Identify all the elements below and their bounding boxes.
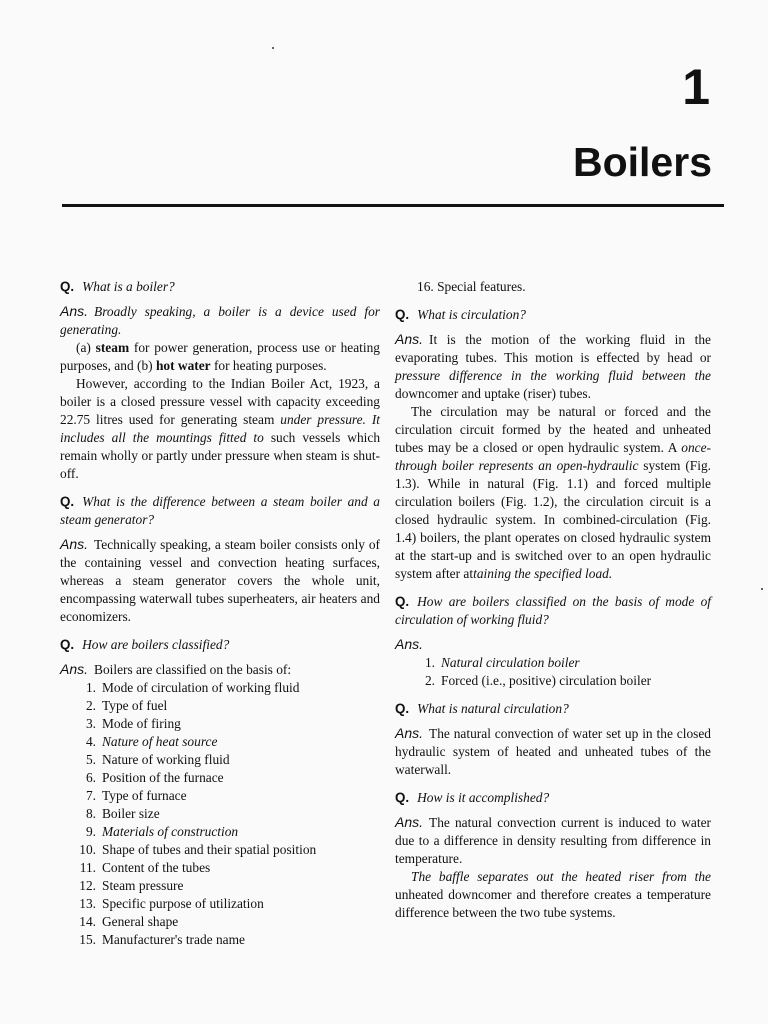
list-item: 13. Specific purpose of utilization	[79, 896, 264, 911]
chapter-title: Boilers	[573, 139, 712, 185]
list-item: 9. Materials of construction	[85, 824, 239, 839]
list-item: 3. Mode of firing	[85, 716, 181, 731]
speck	[272, 47, 274, 49]
list-item: 10. Shape of tubes and their spatial position	[79, 842, 317, 857]
answer-paragraph: The baffle separates out the heated riser from the unheated downcomer and therefore creates a temperature difference between the two tube systems.	[395, 869, 711, 920]
list-item: 2. Forced (i.e., positive) circulation boiler	[424, 673, 652, 688]
question: Q. What is circulation?	[395, 307, 526, 322]
circulation-list	[395, 654, 711, 690]
answer: Ans. Broadly speaking, a boiler is a device used for generating.	[60, 303, 380, 337]
list-item: 16. Special features.	[417, 279, 526, 294]
left-column	[60, 278, 380, 949]
list-item: 2. Type of fuel	[85, 698, 168, 713]
list-item: 1. Mode of circulation of working fluid	[85, 680, 300, 695]
list-item: 12. Steam pressure	[79, 878, 184, 893]
list-item: 15. Manufacturer's trade name	[79, 932, 245, 947]
speck	[761, 588, 763, 590]
question: Q. How are boilers classified?	[60, 637, 230, 652]
question: Q. What is natural circulation?	[395, 701, 569, 716]
answer-paragraph: (a) steam for power generation, process use or heating purposes, and (b) hot water for heating purposes.	[60, 340, 380, 373]
answer: Ans. The natural convection of water set up in the closed hydraulic system of heated and unheated tubes of the waterwall.	[395, 725, 711, 777]
right-column	[395, 278, 711, 922]
answer-paragraph: The circulation may be natural or forced and the circulation circuit formed by the heated and unheated tubes may be a closed or open hydraulic system. A once-through boiler represents an open-hydraulic system (Fig. 1.3). While in natural (Fig. 1.1) and forced multiple circulation boilers (Fig. 1.2), the circulation circuit is a closed hydraulic system. In combined-circulation (Fig. 1.4) boilers, the plant operates on closed hydraulic system at the start-up and is switched over to an open hydraulic system after attaining the specified load.	[395, 404, 712, 581]
answer: Ans.	[395, 636, 424, 652]
list-item: 7. Type of furnace	[85, 788, 187, 803]
classification-list	[60, 679, 380, 949]
list-item: 8. Boiler size	[85, 806, 160, 821]
list-item: 6. Position of the furnace	[85, 770, 224, 785]
title-rule	[62, 204, 724, 207]
question: Q. How is it accomplished?	[395, 790, 550, 805]
question: Q. How are boilers classified on the basis of mode of circulation of working fluid?	[395, 594, 711, 627]
list-item: 5. Nature of working fluid	[85, 752, 230, 767]
chapter-number: 1	[682, 59, 710, 115]
question: Q. What is the difference between a steam boiler and a steam generator?	[60, 494, 380, 527]
answer: Ans. It is the motion of the working fluid in the evaporating tubes. This motion is effected by head or pressure difference in the working fluid between the downcomer and uptake (riser) tubes.	[395, 331, 711, 401]
list-item: 14. General shape	[79, 914, 179, 929]
question: Q. What is a boiler?	[60, 279, 175, 294]
list-item: 11. Content of the tubes	[79, 860, 211, 875]
answer-paragraph: However, according to the Indian Boiler Act, 1923, a boiler is a closed pressure vessel with capacity exceeding 22.75 litres used for generating steam under pressure. It includes all the mountings fitted to such vessels which remain wholly or partly under pressure when steam is shut-off.	[60, 376, 381, 481]
answer: Ans. Technically speaking, a steam boiler consists only of the containing vessel and convection heating surfaces, whereas a steam generator covers the whole unit, encompassing waterwall tubes superheaters, air heaters and economizers.	[60, 536, 380, 624]
answer: Ans. Boilers are classified on the basis of:	[60, 661, 292, 677]
list-item: 1. Natural circulation boiler	[424, 655, 580, 670]
answer: Ans. The natural convection current is induced to water due to a difference in density resulting from difference in temperature.	[395, 814, 711, 866]
list-item: 4. Nature of heat source	[85, 734, 218, 749]
